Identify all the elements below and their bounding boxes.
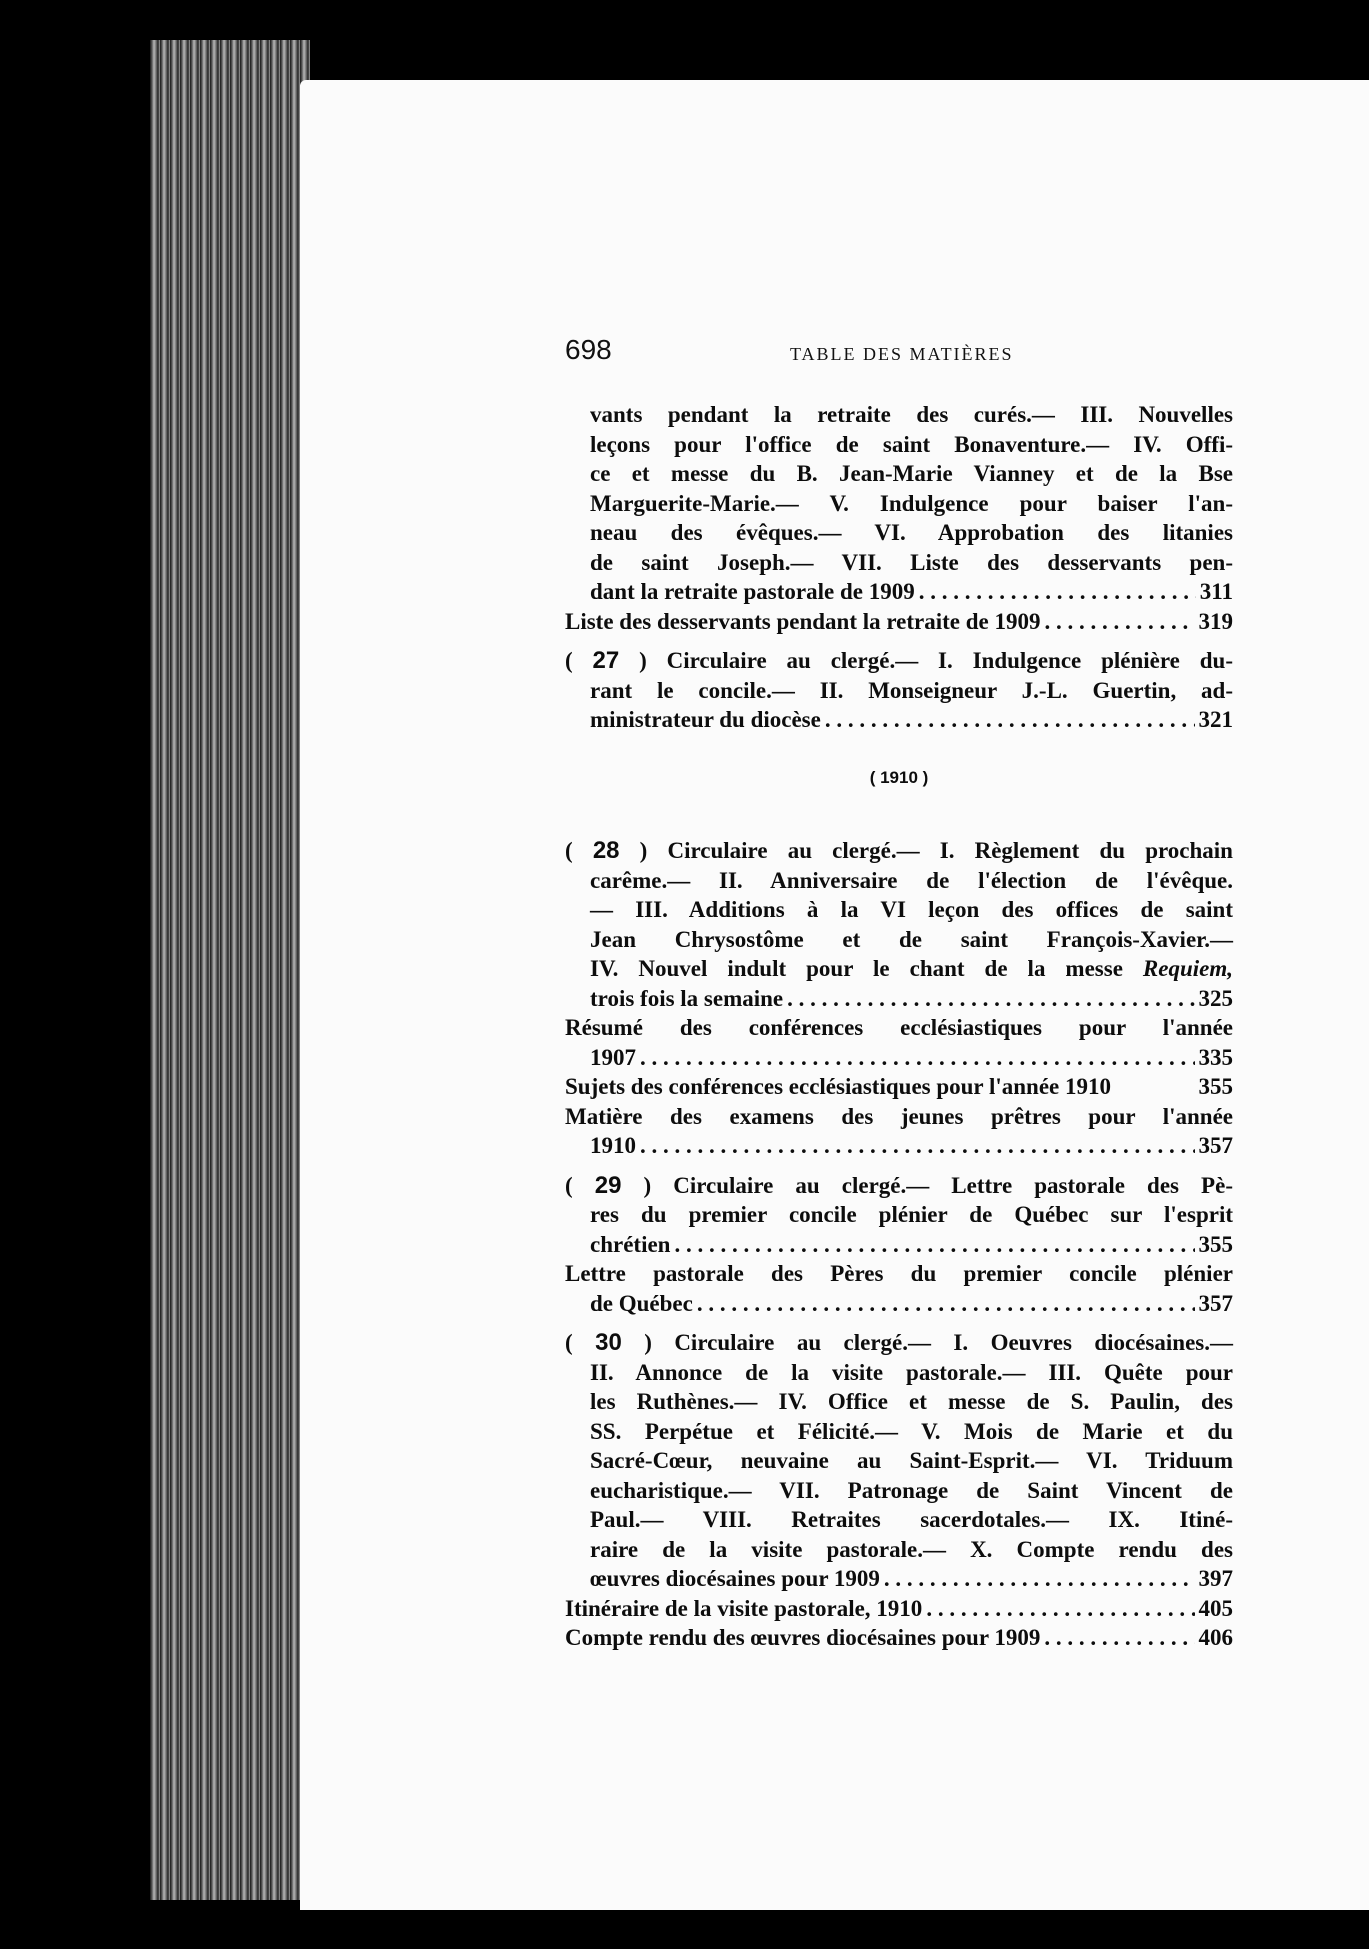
toc-line: ( 27 ) Circulaire au clergé.— I. Indulgence plénière du-: [565, 647, 1233, 674]
toc-entry-text: Liste des desservants pendant la retraite de 1909: [565, 608, 1041, 634]
toc-line: [590, 1043, 1233, 1073]
toc-line: les Ruthènes.— IV. Office et messe de S. Paulin, des: [590, 1389, 1233, 1414]
toc-entry-sujets: [565, 1072, 1233, 1102]
toc-entry-continuation: [565, 400, 1233, 607]
toc-line: ( 28 ) Circulaire au clergé.— I. Règlement du prochain: [565, 837, 1233, 864]
toc-line: [565, 1594, 1233, 1624]
toc-line: ce et messe du B. Jean-Marie Vianney et de la Bse: [590, 461, 1233, 486]
toc-line: SS. Perpétue et Félicité.— V. Mois de Marie et du: [590, 1418, 1233, 1444]
toc-entry-matiere: [565, 1102, 1233, 1161]
toc-line: ( 30 ) Circulaire au clergé.— I. Oeuvres diocésaines.—: [565, 1329, 1233, 1356]
toc-line: Lettre pastorale des Pères du premier concile plénier: [565, 1261, 1233, 1286]
toc-entry-text: Circulaire au clergé.— I. Règlement du prochain: [667, 838, 1233, 863]
toc-entry-text: Circulaire au clergé.— I. Indulgence plénière du-: [666, 648, 1233, 673]
toc-entry-circulaire-30: [565, 1328, 1233, 1594]
toc-line: [590, 1230, 1233, 1260]
toc-line: Paul.— VIII. Retraites sacerdotales.— IX. Itiné-: [590, 1507, 1233, 1532]
toc-entry-circulaire-27: [565, 646, 1233, 735]
dot-leader: [697, 1289, 1195, 1319]
circular-number: 30: [595, 1329, 622, 1356]
toc-line: neau des évêques.— VI. Approbation des litanies: [590, 520, 1233, 545]
dot-leader: [1044, 1623, 1194, 1653]
toc-page-number: 406: [1198, 1625, 1233, 1650]
toc-page-number: 405: [1198, 1595, 1233, 1621]
toc-line: de saint Joseph.— VII. Liste des desservants pen-: [590, 549, 1233, 575]
toc-page-number: 311: [1199, 579, 1233, 604]
dot-leader: [674, 1230, 1194, 1260]
toc-page-number: 357: [1198, 1133, 1233, 1158]
toc-page-number: 325: [1198, 985, 1233, 1011]
toc-page-number: 397: [1198, 1566, 1233, 1591]
dot-leader: [825, 705, 1195, 735]
toc-entry-circulaire-29: [565, 1171, 1233, 1260]
page-number: 698: [565, 334, 612, 365]
toc-line: [590, 1564, 1233, 1594]
toc-line: — III. Additions à la VI leçon des offices de saint: [590, 897, 1233, 922]
dot-leader: [787, 984, 1194, 1014]
toc-entry-compte-rendu: [565, 1623, 1233, 1653]
year-heading: ( 1910 ): [869, 767, 929, 787]
year-label: 1910: [880, 767, 918, 787]
toc-entry-lettre: [565, 1259, 1233, 1318]
toc-line: [590, 1289, 1233, 1319]
circular-number: 28: [592, 837, 620, 864]
toc-line: rant le concile.— II. Monseigneur J.-L. Guertin, ad-: [590, 677, 1233, 703]
toc-entry-text: 1907: [590, 1044, 636, 1070]
toc-line: Résumé des conférences ecclésiastiques pour l'année: [565, 1015, 1233, 1040]
toc-line: eucharistique.— VII. Patronage de Saint Vincent de: [590, 1477, 1233, 1503]
toc-page-number: 355: [1198, 1231, 1233, 1257]
toc-entry-resume: [565, 1013, 1233, 1072]
toc-entry-text: chrétien: [590, 1231, 671, 1257]
dot-leader: [919, 577, 1196, 607]
toc-entry-text: Circulaire au clergé.— Lettre pastorale des Pè-: [673, 1172, 1233, 1198]
toc-line: Sacré-Cœur, neuvaine au Saint-Esprit.— VI. Triduum: [590, 1448, 1233, 1473]
toc-entry-text: Itinéraire de la visite pastorale, 1910: [565, 1595, 923, 1621]
dot-leader: [640, 1131, 1195, 1161]
toc-line: leçons pour l'office de saint Bonaventure.— IV. Offi-: [590, 431, 1233, 457]
toc-line: Matière des examens des jeunes prêtres pour l'année: [565, 1103, 1233, 1129]
toc-entry-text: Compte rendu des œuvres diocésaines pour 1909: [565, 1625, 1041, 1650]
page-header: [565, 334, 1285, 374]
running-title: TABLE DES MATIÈRES: [790, 344, 1014, 364]
toc-line: Jean Chrysostôme et de saint François-Xavier.—: [590, 926, 1233, 952]
toc-entry-italic: Requiem,: [1142, 956, 1234, 981]
dot-leader: [640, 1043, 1195, 1073]
toc-line: [565, 1623, 1233, 1653]
toc-entry-text: Circulaire au clergé.— I. Oeuvres diocésaines.—: [674, 1330, 1233, 1355]
toc-line: [590, 705, 1233, 735]
dot-leader: [1045, 607, 1195, 637]
toc-line: [565, 607, 1233, 637]
toc-entry-text: trois fois la semaine: [590, 985, 784, 1011]
toc-entry-text: IV. Nouvel indult pour le chant de la messe: [590, 956, 1123, 981]
toc-page-number: 357: [1198, 1290, 1233, 1316]
toc-line: [565, 1072, 1233, 1102]
circular-number: 29: [594, 1171, 622, 1199]
toc-line: [590, 577, 1233, 607]
toc-line: carême.— II. Anniversaire de l'élection de l'évêque.: [590, 867, 1233, 893]
toc-line: [590, 984, 1233, 1014]
toc-entry-text: ministrateur du diocèse: [590, 707, 821, 732]
toc-entry-text: 1910: [590, 1133, 636, 1158]
toc-entry-itineraire: [565, 1594, 1233, 1624]
table-of-contents: [565, 400, 1233, 1653]
toc-line: [590, 954, 1233, 984]
toc-page-number: 319: [1198, 608, 1233, 634]
toc-line: [590, 1131, 1233, 1161]
toc-entry-text: œuvres diocésaines pour 1909: [590, 1566, 880, 1591]
toc-entry-liste: [565, 607, 1233, 637]
toc-line: res du premier concile plénier de Québec sur l'esprit: [590, 1202, 1233, 1227]
toc-page-number: 321: [1198, 707, 1233, 732]
dot-leader: [926, 1594, 1194, 1624]
toc-entry-text: de Québec: [590, 1290, 693, 1316]
circular-number: 27: [592, 647, 620, 674]
toc-line: II. Annonce de la visite pastorale.— III. Quête pour: [590, 1359, 1233, 1385]
page-edges: [150, 40, 310, 1900]
toc-entry-text: Sujets des conférences ecclésiastiques pour l'année 1910: [565, 1074, 1112, 1099]
toc-page-number: 355: [1198, 1074, 1233, 1099]
toc-entry-text: dant la retraite pastorale de 1909: [590, 579, 915, 604]
toc-line: raire de la visite pastorale.— X. Compte rendu des: [590, 1536, 1233, 1562]
dot-leader: [884, 1564, 1195, 1594]
toc-page-number: 335: [1198, 1044, 1233, 1070]
toc-entry-circulaire-28: [565, 836, 1233, 1013]
toc-line: vants pendant la retraite des curés.— III. Nouvelles: [590, 402, 1233, 427]
toc-line: Marguerite-Marie.— V. Indulgence pour baiser l'an-: [590, 490, 1233, 516]
toc-line: ( 29 ) Circulaire au clergé.— Lettre pastorale des Pè-: [565, 1171, 1233, 1199]
